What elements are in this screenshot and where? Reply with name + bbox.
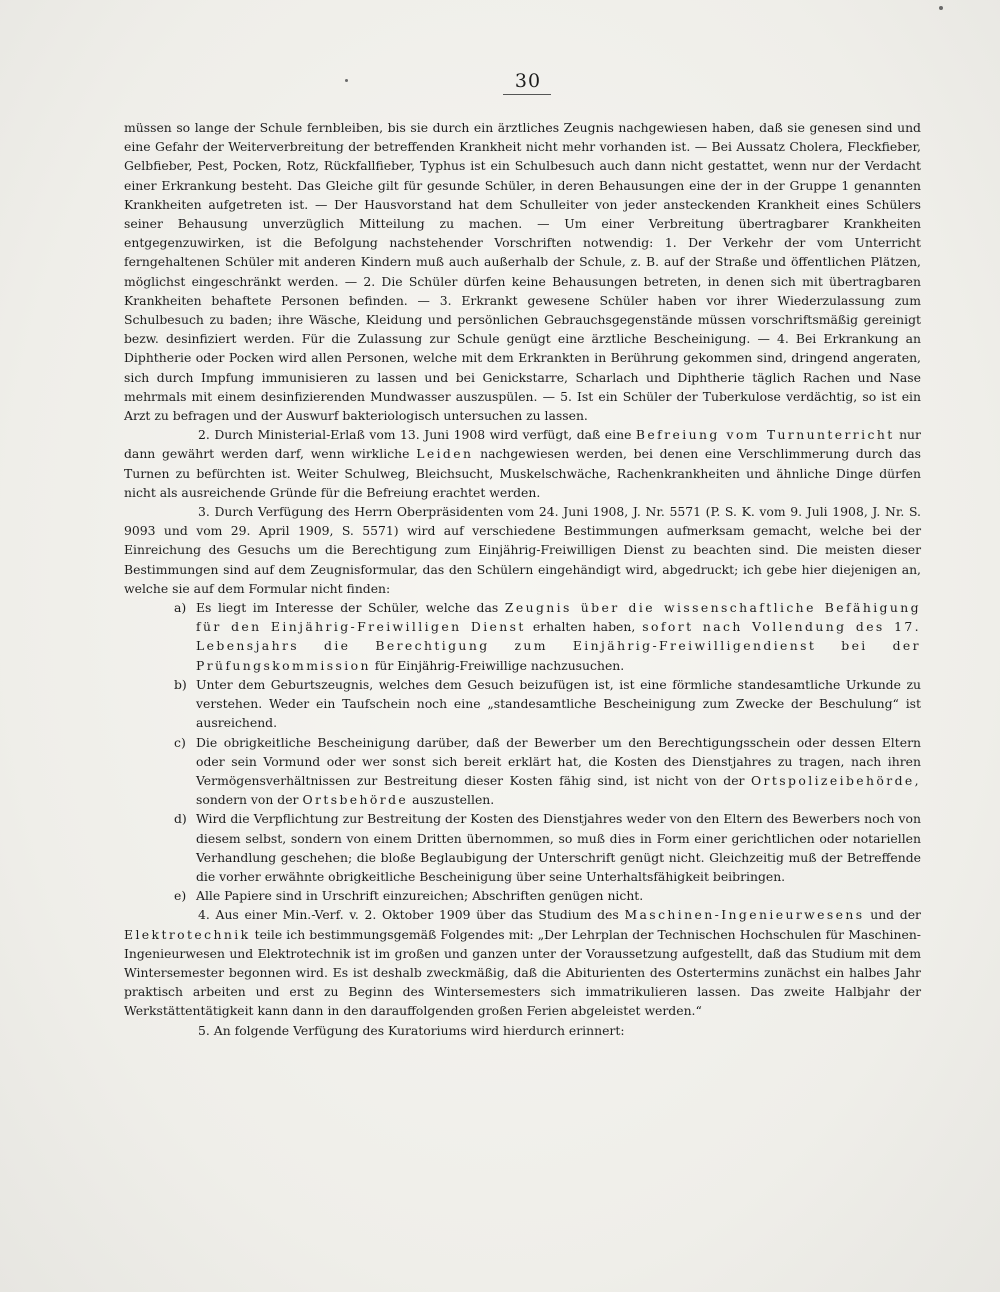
paragraph-health-regulations: müssen so lange der Schule fernbleiben, bis sie durch ein ärztliches Zeugnis nachgewiesen haben, daß sie genesen sind und eine Gefahr der Weiterverbreitung der betreffenden Krankheit nicht mehr vorhanden ist. — Bei Aussatz Cholera, Fleckfieber, Gelbfieber, Pest, Pocken, Rotz, Rückfallfieber, Typhus ist ein Schulbesuch auch dann nicht gestattet, wenn nur der Verdacht einer Erkrankung besteht. Das Gleiche gilt für gesunde Schüler, in deren Behausungen eine der in der Gruppe 1 genannten Krankheiten aufgetreten ist. — Der Hausvorstand hat dem Schulleiter von jeder ansteckenden Krankheit eines Schülers seiner Behausung unverzüglich Mitteilung zu machen. — Um einer Verbreitung übertragbarer Krankheiten entgegenzuwirken, ist die Befolgung nachstehender Vorschriften notwendig: 1. Der Verkehr der vom Unterricht ferngehaltenen Schüler mit anderen Kindern muß auch außerhalb der Schule, z. B. auf der Straße und öffentlichen Plätzen, möglichst eingeschränkt werden. — 2. Die Schüler dürfen keine Behausungen betreten, in denen sich mit übertragbaren Krankheiten behaftete Personen befinden. — 3. Erkrankt gewesene Schüler haben vor ihrer Wiederzulassung zum Schulbesuch zu baden; ihre Wäsche, Kleidung und persönlichen Gebrauchsgegenstände müssen vorschriftsmäßig gereinigt bezw. desinfiziert werden. Für die Zulassung zur Schule genügt eine ärztliche Bescheinigung. — 4. Bei Erkrankung an Diphtherie oder Pocken wird allen Personen, welche mit dem Erkrankten in Berührung gekommen sind, dringend angeraten, sich durch Impfung immunisieren zu lassen und bei Genickstarre, Scharlach und Diphtherie täglich Rachen und Nase mehrmals mit einem desinfizierenden Mundwasser auszuspülen. — 5. Ist ein Schüler der Tuberkulose verdächtig, so ist ein Arzt zu befragen und der Auswurf bakteriologisch untersuchen zu lassen. — [124, 120, 921, 424]
spaced-emphasis: Befreiung vom Turnunterricht — [635, 427, 895, 443]
text: auszustellen. — [412, 792, 495, 808]
paragraph-one-year-volunteer: 3. Durch Verfügung des Herrn Oberpräsidenten vom 24. Juni 1908, J. Nr. 5571 (P. S. K. vom 9. Juli 1908, J. Nr. S. 9093 und vom 29. April 1909, S. 5571) wird auf verschiedene Bestimmungen aufmerksam gemacht, welche bei der Einreichung des Gesuchs um die Berechtigung zum Einjährig-Freiwilligen Dienst zu beachten sind. Die meisten dieser Bestimmungen sind auf dem Zeugnisformular, das den Schülern eingehändigt wird, abgedruckt; ich gebe hier diejenigen an, welche sie auf dem Formular nicht finden: — [124, 504, 921, 596]
text: nachgewiesen werden, bei denen eine Verschlimmerung durch das Turnen zu befürchten ist. Weiter Schulweg, Bleichsucht, Muskelschwäche, Rachenkrankheiten und ähnliche Dinge dürfen nicht als ausreichende Gründe für die Befreiung erachtet werden. — [124, 446, 921, 500]
print-speck — [939, 6, 943, 10]
text: Unter dem Geburtszeugnis, welches dem Gesuch beizufügen ist, ist eine förmliche standesamtliche Urkunde zu verstehen. Weder ein Taufschein noch eine „standesamtliche Bescheinigung zum Zwecke der Beschulung“ ist ausreichend. — [196, 676, 921, 731]
page-number: 30 — [514, 70, 542, 92]
spaced-emphasis: Ortsbehörde — [302, 792, 409, 808]
list-item-d — [124, 809, 921, 886]
page-body — [124, 118, 921, 1040]
spaced-emphasis: sofort nach Vollendung des 17. Lebensjahrs die Berechtigung zum Einjährig-Freiwilligendienst bei der Prüfungskommission — [196, 619, 921, 673]
text: teile ich bestimmungsgemäß Folgendes mit: „Der Lehrplan der Technischen Hochschulen für Maschinen-Ingenieurwesen und Elektrotechnik ist im großen und ganzen unter der Voraussetzung aufgestellt, daß das Studium mit dem Wintersemester begonnen wird. Es ist deshalb zweckmäßig, daß die Abiturienten des Ostertermins zunächst ein halbes Jahr praktisch arbeiten und erst zu Beginn des Wintersemesters sich immatrikulieren lassen. Das zweite Halbjahr der Werkstättentätigkeit kann dann in den darauffolgenden großen Ferien abgeleistet werden.“ — [124, 926, 921, 1019]
text: nur dann gewährt werden darf, wenn wirkliche — [124, 427, 921, 462]
text: 4. Aus einer Min.-Verf. v. 2. Oktober 1909 über das Studium des — [198, 907, 619, 923]
text: sondern von der — [196, 792, 299, 808]
paragraph-gym-exemption — [124, 425, 921, 502]
list-item-a — [124, 598, 921, 675]
list-marker: b) — [174, 676, 187, 692]
requirements-list — [124, 598, 921, 905]
spaced-emphasis: Ortspolizeibehörde, — [751, 772, 921, 788]
spaced-emphasis: Zeugnis über die wissenschaftliche Befähigung für den Einjährig-Freiwilligen Dienst — [196, 600, 921, 635]
text: Alle Papiere sind in Urschrift einzureichen; Abschriften genügen nicht. — [196, 888, 644, 904]
paragraph-curatorium-order: 5. An folgende Verfügung des Kuratoriums wird hierdurch erinnert: — [198, 1022, 625, 1038]
text: Wird die Verpflichtung zur Bestreitung der Kosten des Dienstjahres weder von den Eltern des Bewerbers noch von diesem selbst, sondern von einem Dritten übernommen, so muß dies in Form einer gerichtlichen oder notariellen Verhandlung geschehen; die bloße Beglaubigung der Unterschrift genügt nicht. Gleichzeitig muß der Betreffende die vorher erwähnte obrigkeitliche Bescheinigung über seine Unterhaltsfähigkeit beibringen. — [196, 811, 921, 884]
text: Die obrigkeitliche Bescheinigung darüber, daß der Bewerber um den Berechtigungsschein oder dessen Eltern oder sein Vormund oder wer sonst sich bereit erklärt hat, die Kosten des Dienstjahres zu tragen, nach ihren Vermögensverhältnissen zur Bestreitung dieser Kosten fähig sind, ist nicht von der — [196, 734, 921, 788]
page-number-underline — [503, 94, 551, 95]
print-speck — [345, 79, 348, 82]
spaced-emphasis: Maschinen-Ingenieurwesens — [624, 907, 865, 923]
text: 2. Durch Ministerial-Erlaß vom 13. Juni 1908 wird verfügt, daß eine — [198, 427, 632, 443]
text: Es liegt im Interesse der Schüler, welche das — [196, 600, 499, 616]
text: für Einjährig-Freiwillige nachzusuchen. — [374, 657, 625, 673]
text: und der — [870, 907, 921, 923]
list-marker: d) — [174, 811, 187, 827]
text: erhalten haben, — [532, 619, 636, 635]
list-item-b — [124, 675, 921, 733]
list-marker: a) — [174, 600, 187, 616]
paragraph-engineering-studies — [124, 905, 921, 1020]
spaced-emphasis: Elektrotechnik — [124, 926, 251, 942]
list-item-e — [124, 886, 921, 905]
list-marker: e) — [174, 888, 187, 904]
list-marker: c) — [174, 734, 186, 750]
list-item-c — [124, 733, 921, 810]
spaced-emphasis: Leiden — [416, 446, 474, 462]
